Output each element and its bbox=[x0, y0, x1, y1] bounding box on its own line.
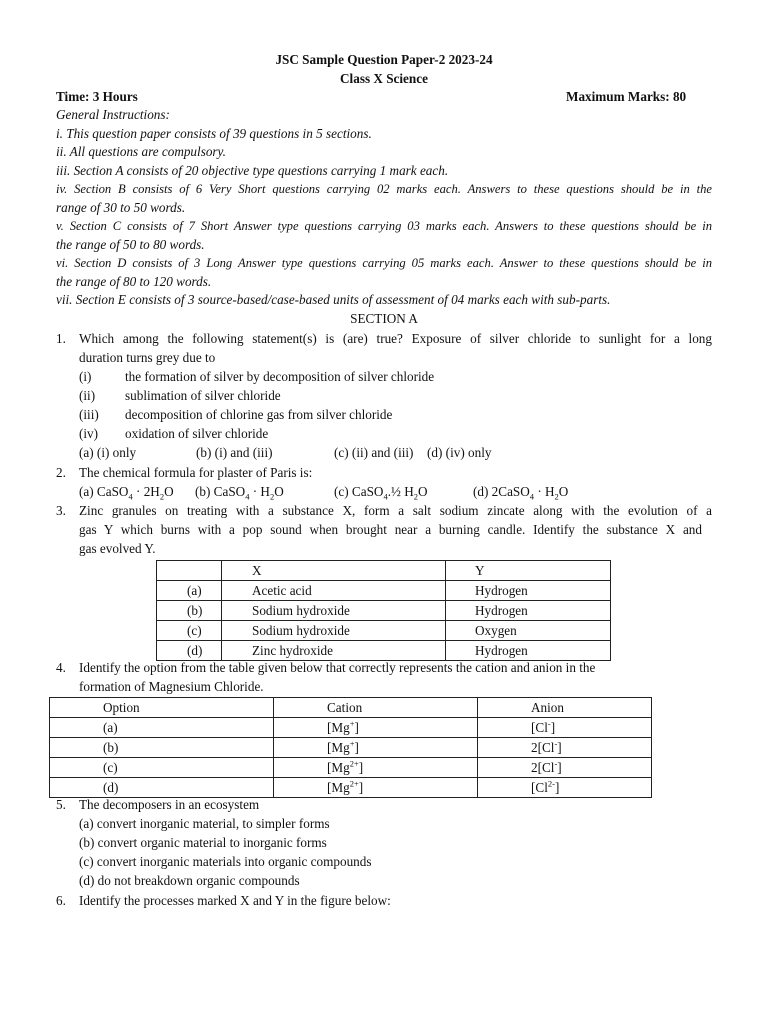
q1-option-a: (a) (i) only bbox=[79, 445, 137, 460]
q2-option-d: (d) 2CaSO$_4$ · $H_2O$ bbox=[473, 484, 569, 502]
instruction-vii: vii. Section E consists of 3 source-based/case-based units of assessment of 04 marks each with sub-parts. bbox=[56, 292, 611, 307]
q5-option-b: (b) convert organic material to inorganic forms bbox=[79, 835, 327, 850]
instruction-vi: vi. Section D consists of 3 Long Answer type questions carrying 05 marks each. Answer to these questions should be in bbox=[56, 256, 712, 270]
q3-number: 3. bbox=[56, 503, 66, 518]
q1-item-text: decomposition of chlorine gas from silver chloride bbox=[125, 407, 393, 422]
q5-text: The decomposers in an ecosystem bbox=[79, 797, 260, 812]
table-cell: Oxygen bbox=[446, 621, 611, 641]
instructions-heading: General Instructions: bbox=[56, 107, 170, 122]
q3-table bbox=[156, 560, 611, 661]
q1-item-text: oxidation of silver chloride bbox=[125, 426, 269, 441]
table-row bbox=[50, 778, 652, 798]
q3-text-cont: gas Y which burns with a pop sound when brought near a burning candle. Identify the substance X and bbox=[79, 522, 702, 537]
q1-item-text: the formation of silver by decomposition of silver chloride bbox=[125, 369, 435, 384]
table-cell: $[Cl^{2-}]$ bbox=[478, 778, 652, 798]
instruction-i: i. This question paper consists of 39 questions in 5 sections. bbox=[56, 126, 372, 141]
table-cell: [Mg+] bbox=[274, 718, 478, 738]
q1-number: 1. bbox=[56, 331, 66, 346]
table-cell: [Mg+] bbox=[274, 738, 478, 758]
table-cell: 2[Cl-] bbox=[478, 758, 652, 778]
table-header-cell: Y bbox=[446, 561, 611, 581]
q5-option-a: (a) convert inorganic material, to simpler forms bbox=[79, 816, 330, 831]
q2-option-b: (b) CaSO$_4$ · $H_2O$ bbox=[195, 484, 284, 502]
table-header-cell: X bbox=[222, 561, 446, 581]
table-row bbox=[157, 641, 611, 661]
table-header-cell: Anion bbox=[478, 698, 652, 718]
table-cell: (a) bbox=[157, 581, 222, 601]
table-cell: (b) bbox=[50, 738, 274, 758]
table-cell: Sodium hydroxide bbox=[222, 621, 446, 641]
table-cell: Zinc hydroxide bbox=[222, 641, 446, 661]
table-cell: Acetic acid bbox=[222, 581, 446, 601]
instruction-iv: iv. Section B consists of 6 Very Short questions carrying 02 marks each. Answers to these questions should be in the bbox=[56, 182, 712, 196]
table-row bbox=[157, 621, 611, 641]
table-cell: (c) bbox=[50, 758, 274, 778]
table-cell: Hydrogen bbox=[446, 581, 611, 601]
paper-subtitle: Class X Science bbox=[340, 71, 428, 86]
instruction-iv-cont: range of 30 to 50 words. bbox=[56, 200, 186, 215]
table-cell: $[Mg^{2+}]$ bbox=[274, 778, 478, 798]
instruction-iii: iii. Section A consists of 20 objective type questions carrying 1 mark each. bbox=[56, 163, 449, 178]
q1-option-d: (d) (iv) only bbox=[427, 445, 492, 460]
q3-text: Zinc granules on treating with a substance X, form a salt sodium zincate along with the evolution of a bbox=[79, 503, 712, 518]
table-cell: (d) bbox=[50, 778, 274, 798]
q2-number: 2. bbox=[56, 465, 66, 480]
q2-option-a: (a) CaSO$_4$ · $2H_2O$ bbox=[79, 484, 174, 502]
q3-text-end: gas evolved Y. bbox=[79, 541, 156, 556]
table-row bbox=[50, 718, 652, 738]
q6-text: Identify the processes marked X and Y in the figure below: bbox=[79, 893, 391, 908]
q1-text: Which among the following statement(s) is (are) true? Exposure of silver chloride to sunlight for a long bbox=[79, 331, 712, 346]
table-header-row bbox=[157, 561, 611, 581]
q1-text-cont: duration turns grey due to bbox=[79, 350, 216, 365]
q1-item-number: (ii) bbox=[79, 388, 96, 403]
instruction-ii: ii. All questions are compulsory. bbox=[56, 144, 226, 159]
table-row bbox=[50, 758, 652, 778]
table-cell: Hydrogen bbox=[446, 601, 611, 621]
table-header-row bbox=[50, 698, 652, 718]
q4-text: Identify the option from the table given below that correctly represents the cation and anion in the bbox=[79, 660, 596, 675]
q1-item-number: (i) bbox=[79, 369, 92, 384]
instruction-v: v. Section C consists of 7 Short Answer type questions carrying 03 marks each. Answers to these questions should be in bbox=[56, 219, 712, 233]
time-label: Time: 3 Hours bbox=[56, 89, 138, 104]
q4-text-cont: formation of Magnesium Chloride. bbox=[79, 679, 264, 694]
paper-title: JSC Sample Question Paper-2 2023-24 bbox=[275, 52, 493, 67]
table-row bbox=[157, 601, 611, 621]
q6-number: 6. bbox=[56, 893, 66, 908]
q1-item-number: (iv) bbox=[79, 426, 99, 441]
instruction-v-cont: the range of 50 to 80 words. bbox=[56, 237, 205, 252]
q2-text: The chemical formula for plaster of Paris is: bbox=[79, 465, 313, 480]
q4-table bbox=[49, 697, 652, 798]
section-a-heading: SECTION A bbox=[350, 311, 418, 326]
table-cell: (b) bbox=[157, 601, 222, 621]
q5-option-c: (c) convert inorganic materials into organic compounds bbox=[79, 854, 372, 869]
instruction-vi-cont: the range of 80 to 120 words. bbox=[56, 274, 212, 289]
table-cell: Sodium hydroxide bbox=[222, 601, 446, 621]
q2-option-c: (c) CaSO$_4$.½ $H_2O$ bbox=[334, 484, 428, 502]
q4-number: 4. bbox=[56, 660, 66, 675]
table-header-cell: Cation bbox=[274, 698, 478, 718]
table-header-cell: Option bbox=[50, 698, 274, 718]
q5-option-d: (d) do not breakdown organic compounds bbox=[79, 873, 300, 888]
table-cell: Hydrogen bbox=[446, 641, 611, 661]
q1-item-number: (iii) bbox=[79, 407, 99, 422]
q1-option-c: (c) (ii) and (iii) bbox=[334, 445, 414, 460]
table-row bbox=[157, 581, 611, 601]
table-cell: [Cl-] bbox=[478, 718, 652, 738]
table-cell: 2[Cl-] bbox=[478, 738, 652, 758]
table-cell: (c) bbox=[157, 621, 222, 641]
table-cell: (a) bbox=[50, 718, 274, 738]
table-row bbox=[50, 738, 652, 758]
q5-number: 5. bbox=[56, 797, 66, 812]
q1-item-text: sublimation of silver chloride bbox=[125, 388, 281, 403]
q1-option-b: (b) (i) and (iii) bbox=[196, 445, 273, 460]
table-cell: $[Mg^{2+}]$ bbox=[274, 758, 478, 778]
table-cell bbox=[157, 561, 222, 581]
table-cell: (d) bbox=[157, 641, 222, 661]
max-marks-label: Maximum Marks: 80 bbox=[566, 89, 687, 104]
